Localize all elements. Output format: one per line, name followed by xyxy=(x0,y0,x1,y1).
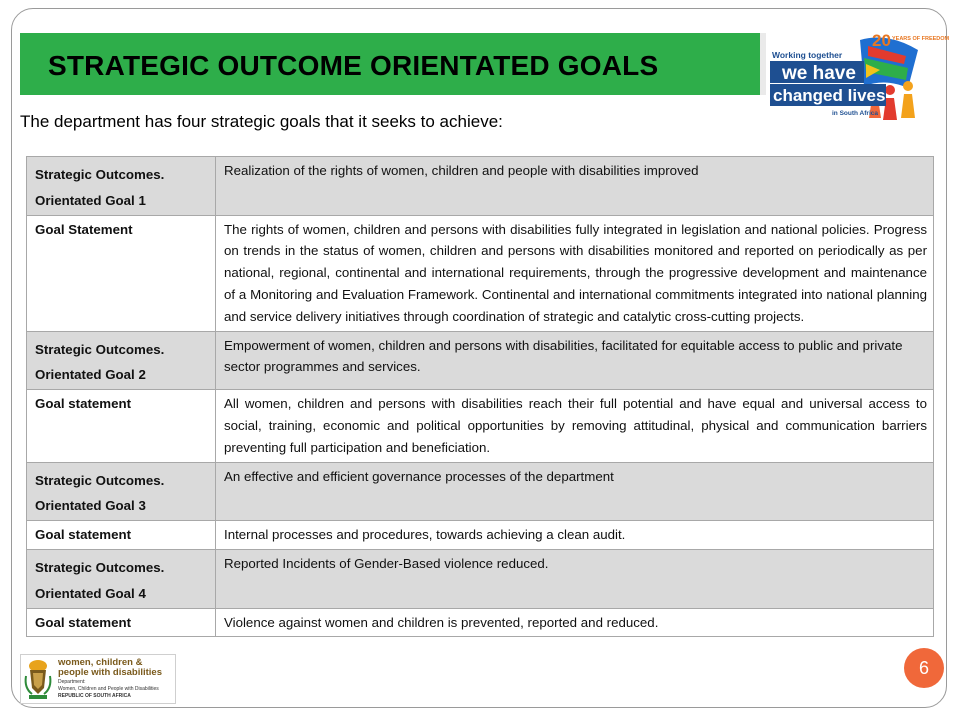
dept-name-2: people with disabilities xyxy=(58,667,162,678)
goal-3-statement-label: Goal statement xyxy=(27,521,216,550)
twenty-years-logo xyxy=(768,28,950,123)
goal-3-label: Strategic Outcomes. Orientated Goal 3 xyxy=(27,462,216,521)
table-row xyxy=(27,390,934,462)
goal-4-statement-label: Goal statement xyxy=(27,608,216,637)
goal-3-outcome: An effective and efficient governance processes of the department xyxy=(216,462,934,521)
logo-years-text: YEARS OF FREEDOM xyxy=(892,36,950,42)
page-number-badge: 6 xyxy=(904,648,944,688)
dept-full-name: Women, Children and People with Disabilities xyxy=(58,686,159,692)
goal-4-statement: Violence against women and children is prevented, reported and reduced. xyxy=(216,608,934,637)
table-row xyxy=(27,521,934,550)
logo-line-3: changed lives xyxy=(773,86,886,105)
goal-1-outcome: Realization of the rights of women, children and people with disabilities improved xyxy=(216,157,934,216)
table-row xyxy=(27,331,934,390)
page-title: STRATEGIC OUTCOME ORIENTATED GOALS xyxy=(48,50,659,81)
goals-table xyxy=(26,156,934,637)
dept-label: Department: xyxy=(58,679,86,685)
goal-3-statement: Internal processes and procedures, towards achieving a clean audit. xyxy=(216,521,934,550)
goal-2-outcome: Empowerment of women, children and persons with disabilities, facilitated for equitable access to public and private sector programmes and services. xyxy=(216,331,934,390)
title-bar xyxy=(20,33,766,95)
intro-text: The department has four strategic goals that it seeks to achieve: xyxy=(20,112,503,131)
table-row xyxy=(27,462,934,521)
goal-2-label: Strategic Outcomes. Orientated Goal 2 xyxy=(27,331,216,390)
table-row xyxy=(27,608,934,637)
goal-2-statement: All women, children and persons with disabilities reach their full potential and have equal and universal access to social, training, economic and political opportunities by removing attitudinal, physical and communication barriers preventing full participation and beneficiation. xyxy=(216,390,934,462)
dept-country: REPUBLIC OF SOUTH AFRICA xyxy=(58,693,131,699)
goal-1-statement-label: Goal Statement xyxy=(27,215,216,331)
department-logo xyxy=(20,654,176,704)
goal-4-label: Strategic Outcomes. Orientated Goal 4 xyxy=(27,549,216,608)
logo-line-4: in South Africa xyxy=(832,110,878,117)
table-row xyxy=(27,215,934,331)
goal-4-outcome: Reported Incidents of Gender-Based violence reduced. xyxy=(216,549,934,608)
goal-2-statement-label: Goal statement xyxy=(27,390,216,462)
table-row xyxy=(27,549,934,608)
dept-name-1: women, children & xyxy=(58,657,143,668)
logo-line-1: Working together xyxy=(772,50,843,60)
logo-years-number: 20 xyxy=(872,31,891,50)
goal-1-statement: The rights of women, children and persons with disabilities fully integrated in legislation and national policies. Progress on trends in the status of women, children and persons with disabilities monitored and reported on periodically as per national, regional, continental and international requirements, through the progressive development and maintenance of a Monitoring and Evaluation Framework. Continental and international commitments integrated into national planning and service delivery initiatives through coordination of strategic and catalytic cross-cutting projects. xyxy=(216,215,934,331)
table-row xyxy=(27,157,934,216)
goal-1-label: Strategic Outcomes. Orientated Goal 1 xyxy=(27,157,216,216)
logo-line-2: we have xyxy=(782,63,856,84)
